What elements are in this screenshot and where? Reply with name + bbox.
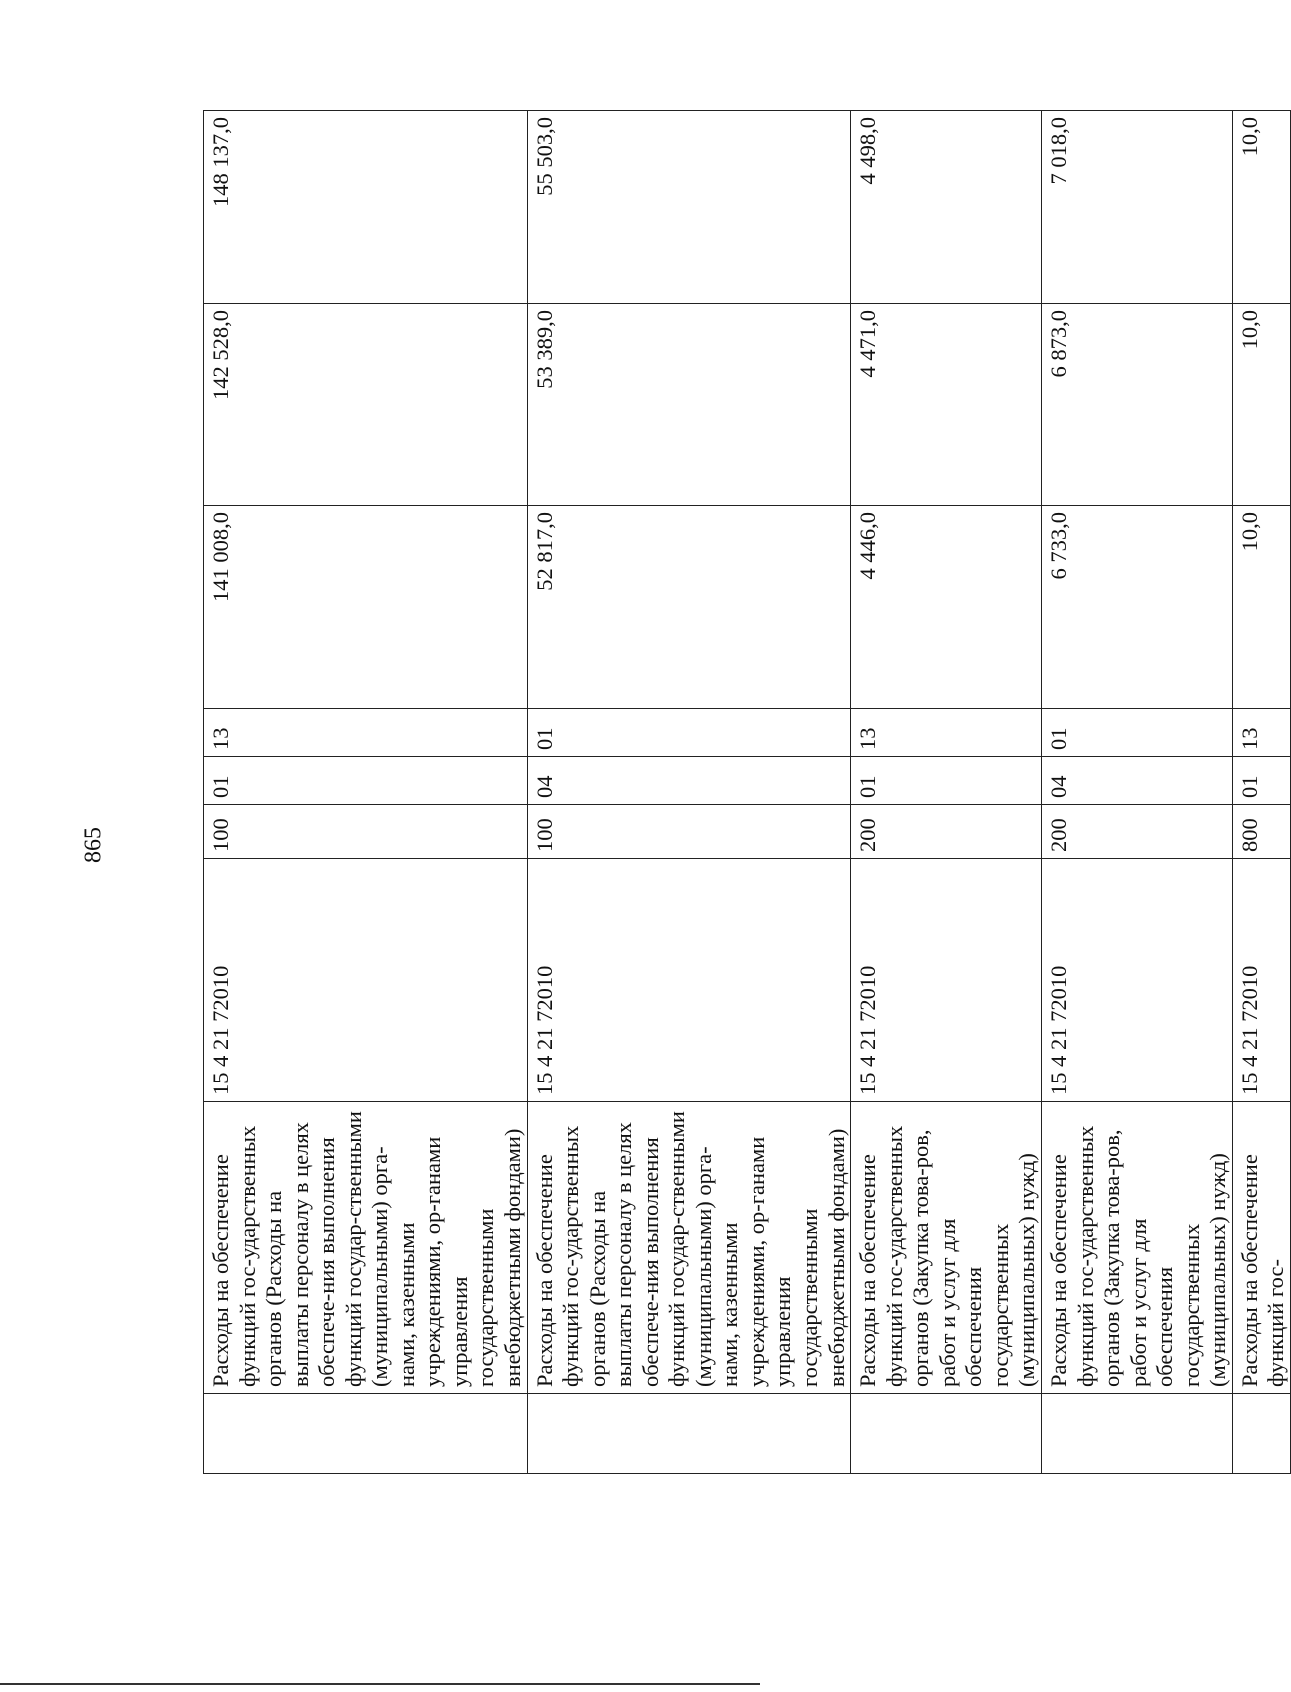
empty-cell — [1041, 1394, 1232, 1474]
target-article-cell: 15 4 21 72010 — [204, 859, 528, 1102]
year1-amount-cell: 4 446,0 — [851, 506, 1042, 709]
target-article-cell: 15 4 21 72010 — [527, 859, 851, 1102]
bottom-rule — [0, 1683, 760, 1685]
empty-cell — [204, 1394, 528, 1474]
year1-amount-cell: 10,0 — [1232, 506, 1290, 709]
section-cell: 01 — [204, 757, 528, 805]
year1-amount-cell: 6 733,0 — [1041, 506, 1232, 709]
table-row — [527, 111, 851, 1474]
empty-cell — [1232, 1394, 1290, 1474]
description-cell: Расходы на обеспечение функций гос-ударственных органов (Расходы на выплаты персоналу в целях обеспече-ния выполнения функций государ-ственными (муниципальными) орга-нами, казенными учреждениями, ор-ганами управления государственными внебюджетными фондами) — [204, 1102, 528, 1394]
subsection-cell: 01 — [527, 709, 851, 757]
subsection-cell: 13 — [851, 709, 1042, 757]
table-row — [851, 111, 1042, 1474]
target-article-cell: 15 4 21 72010 — [1232, 859, 1290, 1102]
subsection-cell: 13 — [204, 709, 528, 757]
expense-type-cell: 100 — [527, 805, 851, 859]
table-row — [1232, 111, 1290, 1474]
section-cell: 01 — [851, 757, 1042, 805]
table-row — [204, 111, 528, 1474]
year2-amount-cell: 10,0 — [1232, 304, 1290, 506]
section-cell: 01 — [1232, 757, 1290, 805]
year3-amount-cell: 7 018,0 — [1041, 111, 1232, 304]
expense-type-cell: 200 — [1041, 805, 1232, 859]
target-article-cell: 15 4 21 72010 — [1041, 859, 1232, 1102]
year2-amount-cell: 4 471,0 — [851, 304, 1042, 506]
description-cell: Расходы на обеспечение функций гос-ударственных органов (Закупка това-ров, работ и услуг для обеспечения государственных (муниципальных) нужд) — [851, 1102, 1042, 1394]
target-article-cell: 15 4 21 72010 — [851, 859, 1042, 1102]
section-cell: 04 — [527, 757, 851, 805]
description-cell: Расходы на обеспечение функций гос-ударственных органов (Закупка това-ров, работ и услуг для обеспечения государственных (муниципальных) нужд) — [1041, 1102, 1232, 1394]
expense-type-cell: 200 — [851, 805, 1042, 859]
subsection-cell: 01 — [1041, 709, 1232, 757]
year3-amount-cell: 55 503,0 — [527, 111, 851, 304]
table-row — [1041, 111, 1232, 1474]
empty-cell — [851, 1394, 1042, 1474]
description-cell: Расходы на обеспечение функций гос- — [1232, 1102, 1290, 1394]
year2-amount-cell: 6 873,0 — [1041, 304, 1232, 506]
year2-amount-cell: 53 389,0 — [527, 304, 851, 506]
year1-amount-cell: 141 008,0 — [204, 506, 528, 709]
year1-amount-cell: 52 817,0 — [527, 506, 851, 709]
budget-table — [203, 110, 1291, 1474]
subsection-cell: 13 — [1232, 709, 1290, 757]
page-number: 865 — [80, 827, 107, 863]
year2-amount-cell: 142 528,0 — [204, 304, 528, 506]
expense-type-cell: 800 — [1232, 805, 1290, 859]
year3-amount-cell: 148 137,0 — [204, 111, 528, 304]
section-cell: 04 — [1041, 757, 1232, 805]
year3-amount-cell: 4 498,0 — [851, 111, 1042, 304]
expense-type-cell: 100 — [204, 805, 528, 859]
year3-amount-cell: 10,0 — [1232, 111, 1290, 304]
empty-cell — [527, 1394, 851, 1474]
description-cell: Расходы на обеспечение функций гос-ударственных органов (Расходы на выплаты персоналу в целях обеспече-ния выполнения функций государ-ственными (муниципальными) орга-нами, казенными учреждениями, ор-ганами управления государственными внебюджетными фондами) — [527, 1102, 851, 1394]
rotated-table-wrapper — [203, 111, 1289, 1474]
